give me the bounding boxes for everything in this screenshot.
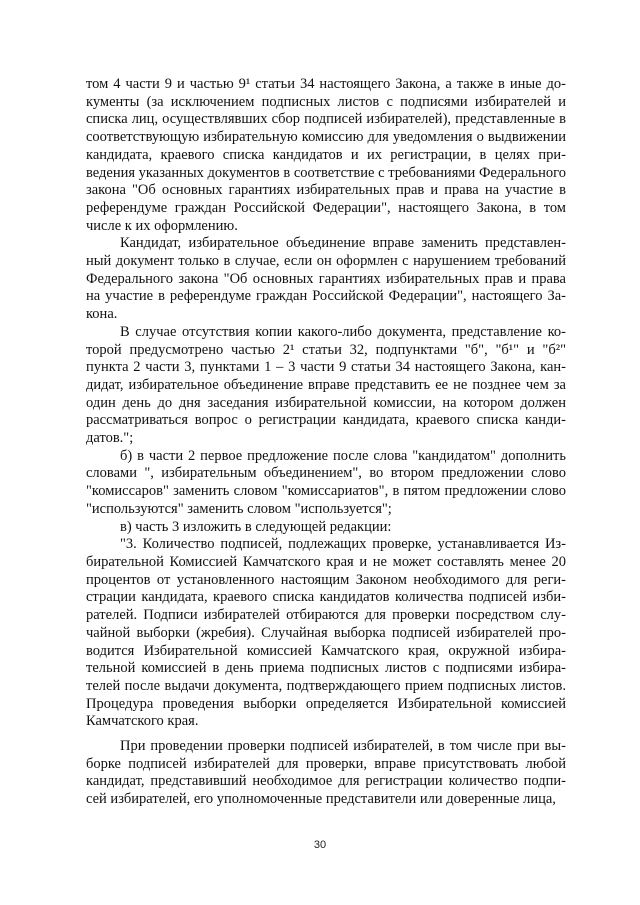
paragraph-verification: При проведении проверки подписей избирателей, в том числе при выборке подписей избирателей для проверки, вправе присутствовать любой кандидат, представивший необходимое для регистрации количество подписей избирателей, его уполномоченные представители или доверенные лица, — [86, 738, 566, 808]
paragraph-missing-copy: В случае отсутствия копии какого-либо документа, представление которой предусмотрено частью 2¹ статьи 32, подпунктами "б", "б¹" и "б²" пункта 2 части 3, пунктами 1 – 3 части 9 статьи 34 настоящего Закона, кандидат, избирательное объединение вправе представить ее не позднее чем за один день до дня заседания избирательной комиссии, на котором должен рассматриваться вопрос о регистрации кандидата, краевого списка кандидатов."; — [86, 323, 566, 447]
paragraph-item-v: в) часть 3 изложить в следующей редакции: — [120, 518, 392, 535]
paragraph-part-3: "3. Количество подписей, подлежащих проверке, устанавливается Избирательной Комиссией Камчатского края и не может составлять менее 20 процентов от установленного настоящим Законом необходимого для регистрации кандидата, краевого списка кандидатов количества подписей избирателей. Подписи избирателей отбираются для проверки посредством случайной выборки (жребия). Случайная выборка подписей избирателей проводится Избирательной комиссией Камчатского края, окружной избирательной комиссией в день приема подписных листов с подписями избирателей после выдачи документа, подтверждающего прием подписных листов. Процедура проведения выборки определяется Избирательной комиссией Камчатского края. — [86, 536, 566, 730]
paragraph-continuation: том 4 части 9 и частью 9¹ статьи 34 настоящего Закона, а также в иные документы (за исключением подписных листов с подписями избирателей и списка лиц, осуществлявших сбор подписей избирателей), представленные в соответствующую избирательную комиссию для уведомления о выдвижении кандидата, краевого списка кандидатов и их регистрации, в целях приведения указанных документов в соответствие с требованиями Федерального закона "Об основных гарантиях избирательных прав и права на участие в референдуме граждан Российской Федерации", настоящего Закона, в том числе к их оформлению. — [86, 76, 566, 234]
paragraph-replace-document: Кандидат, избирательное объединение вправе заменить представленный документ только в случае, если он оформлен с нарушением требований Федерального закона "Об основных гарантиях избирательных прав и права на участие в референдуме граждан Российской Федерации", настоящего Закона. — [86, 235, 566, 323]
paragraph-item-b: б) в части 2 первое предложение после слова "кандидатом" дополнить словами ", избирательным объединением", во втором предложении слово "комиссаров" заменить словом "комиссариатов", в пятом предложении слово "используются" заменить словом "используется"; — [86, 447, 566, 517]
body-text — [86, 76, 566, 809]
page-number: 30 — [313, 839, 327, 851]
